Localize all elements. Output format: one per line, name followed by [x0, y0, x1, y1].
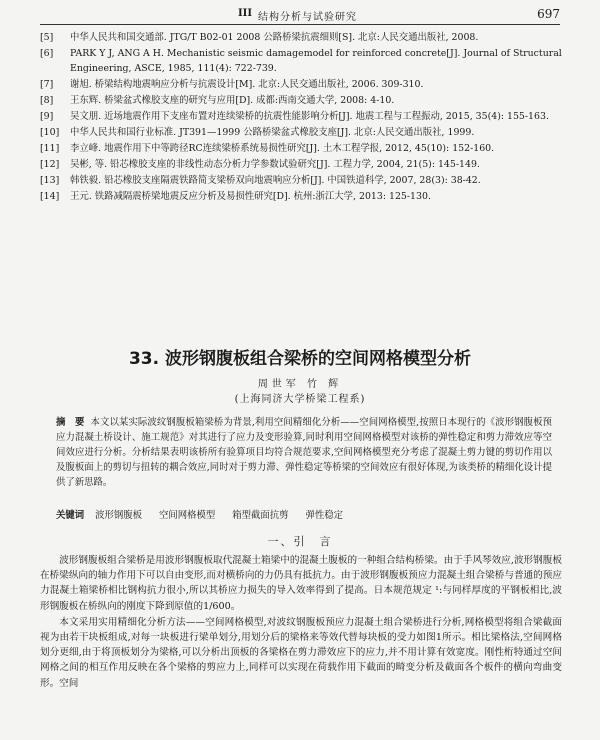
keyword: 空间网格模型: [159, 510, 216, 521]
reference-item: [40, 157, 562, 172]
abstract: [56, 415, 552, 490]
article-authors: 周世军 竹 辉: [257, 379, 343, 390]
reference-list: [40, 30, 562, 205]
reference-item: [40, 77, 562, 92]
header-title: 结构分析与试验研究: [258, 12, 357, 23]
abstract-label: 摘 要: [56, 417, 85, 428]
reference-text: 王东辉. 桥梁盆式橡胶支座的研究与应用[D]. 成都:西南交通大学, 2008: 4-10.: [70, 95, 395, 106]
section-heading: 一、引 言: [267, 535, 333, 548]
reference-text: 韩铁毅. 铅芯橡胶支座隔震铁路简支梁桥双向地震响应分析[J]. 中国铁道科学, 2007, 28(3): 38-42.: [70, 175, 481, 186]
article-affiliation: (上海同济大学桥梁工程系): [234, 394, 366, 405]
abstract-text: 本文以某实际波纹钢腹板箱梁桥为背景,利用空间精细化分析——空间网格模型,按照日本现行的《波形钢腹板预应力混凝土桥设计、施工规范》对其进行了应力及变形验算,同时利用空间网格模型对该桥的弹性稳定和剪力滞效应等空间效应进行分析。分析结果表明该桥所有验算项目均符合规范要求,空间网格模型充分考虑了混凝土剪力键的剪切作用以及腹板面上的剪切与扭转的耦合效应,同时对于剪力滞、弹性稳定等桥梁的空间效应有很好体现,为该类桥的精细化设计提供了新思路。: [56, 417, 552, 488]
reference-item: [40, 30, 562, 45]
body-paragraph: 本文采用实用精细化分析方法——空间网格模型,对波纹钢腹板预应力混凝土组合梁桥进行分析,网格模型将组合梁截面视为由若干块板组成,对每一块板进行梁单划分,用划分后的梁格来等效代替每块板的受力如图1所示。相比梁格法,空间网格划分更细,由于将顶板划分为梁格,可以分析出顶板的各梁格在剪力滞效应下的应力,并不用计算有效宽度。刚性桁特通过空间网格之间的相互作用反映在各个梁格的剪应力上,同样可以实现在荷载作用下截面的畸变分析及截面各个板件的横向弯曲变形。空间: [40, 616, 562, 689]
reference-number: [5]: [40, 32, 54, 43]
reference-text: 谢旭. 桥梁结构地震响应分析与抗震设计[M]. 北京:人民交通出版社, 2006. 309-310.: [70, 79, 424, 90]
keyword: 弹性稳定: [305, 510, 344, 521]
body-text: [40, 553, 562, 692]
reference-item: [40, 141, 562, 156]
reference-item: [40, 109, 562, 124]
reference-item: [40, 93, 562, 108]
keyword: 箱型截面抗剪: [232, 510, 289, 521]
reference-number: [10]: [40, 127, 60, 138]
reference-item: [40, 189, 562, 204]
reference-text: 吴彬, 等. 铅芯橡胶支座的非线性动态分析力学参数试验研究[J]. 工程力学, 2004, 21(5): 145-149.: [70, 159, 480, 170]
reference-text: 中华人民共和国交通部. JTG/T B02-01 2008 公路桥梁抗震细则[S]. 北京:人民交通出版社, 2008.: [70, 32, 479, 43]
running-header: [0, 8, 600, 24]
reference-number: [13]: [40, 175, 60, 186]
reference-number: [7]: [40, 79, 54, 90]
header-volume: III: [238, 8, 253, 19]
reference-text: 王元. 铁路减隔震桥梁地震反应分析及易损性研究[D]. 杭州:浙江大学, 2013: 125-130.: [70, 191, 431, 202]
reference-item: [40, 46, 562, 76]
reference-item: [40, 125, 562, 140]
reference-text: PARK Y J, ANG A H. Mechanistic seismic damagemodel for reinforced concrete[J]. Journal of Structural Engineering, ASCE, 1985, 111(4): 722-739.: [70, 48, 562, 74]
reference-number: [12]: [40, 159, 60, 170]
keywords: [56, 508, 552, 523]
article-title: 33. 波形钢腹板组合梁桥的空间网格模型分析: [128, 349, 472, 369]
reference-number: [14]: [40, 191, 60, 202]
reference-text: 吴文朋. 近场地震作用下支座布置对连续梁桥的抗震性能影响分析[J]. 地震工程与工程振动, 2015, 35(4): 155-163.: [70, 111, 549, 122]
reference-number: [6]: [40, 48, 54, 59]
reference-number: [11]: [40, 143, 60, 154]
reference-number: [9]: [40, 111, 54, 122]
reference-item: [40, 173, 562, 188]
keyword: 波形钢腹板: [95, 510, 143, 521]
header-rule: [40, 24, 560, 25]
reference-text: 中华人民共和国行业标准. JT391—1999 公路桥梁盆式橡胶支座[J]. 北京:人民交通出版社, 1999.: [70, 127, 475, 138]
body-paragraph: 波形钢腹板组合梁桥是用波形钢腹板取代混凝土箱梁中的混凝土腹板的一种组合结构桥梁。由于手风琴效应,波形钢腹板在桥梁纵向的轴力作用下可以自由变形,而对横桥向的力仍具有抵抗力。由于波形钢腹板预应力混凝土组合梁桥与普通的预应力混凝土箱梁桥相比钢构抗力很小,所以其桥应力损失的导入效率得到了提高。日本规范规定 ¹:与同样厚度的平钢板相比,波形钢腹板在桥纵向的刚度下降到原值的1/600。: [40, 555, 562, 612]
page-number: 697: [537, 7, 560, 21]
keywords-label: 关键词: [56, 510, 85, 521]
reference-number: [8]: [40, 95, 54, 106]
reference-text: 李立峰. 地震作用下中等跨径RC连续梁桥系统易损性研究[J]. 土木工程学报, 2012, 45(10): 152-160.: [70, 143, 495, 154]
